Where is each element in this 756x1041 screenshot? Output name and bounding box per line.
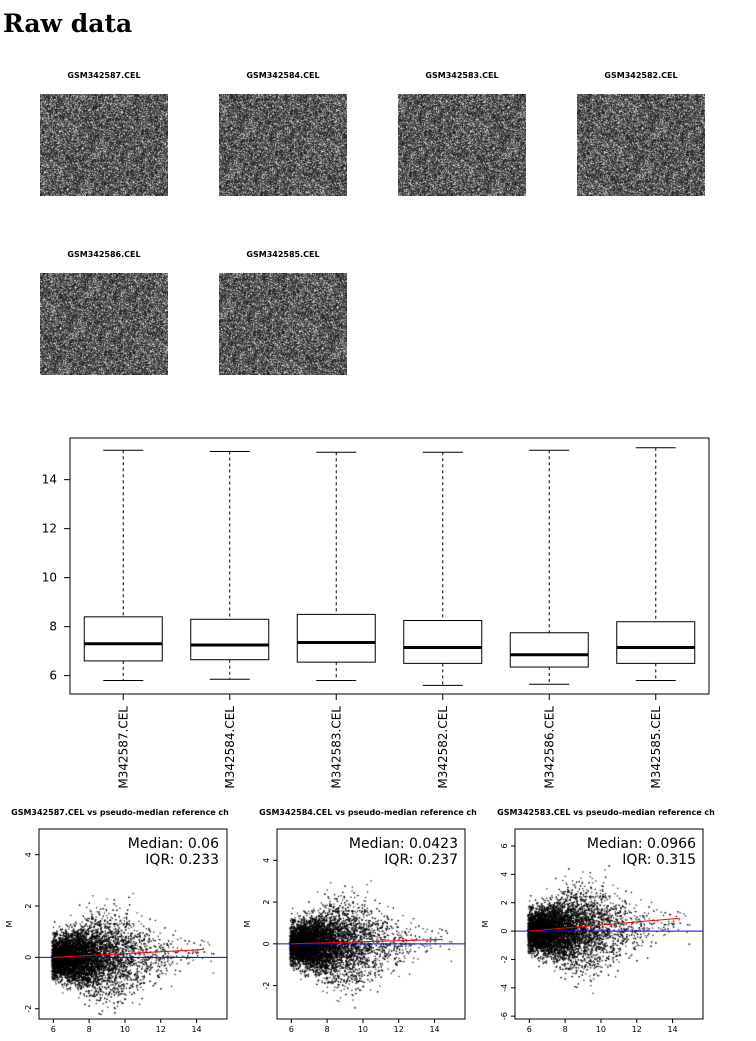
- ma-plot: [476, 801, 716, 1041]
- box: [404, 621, 482, 664]
- y-tick-label: 14: [41, 472, 57, 487]
- array-image: [219, 273, 347, 375]
- y-tick-label: 4: [262, 857, 271, 863]
- array-image-title: GSM342586.CEL: [67, 250, 141, 259]
- median-annotation: Median: 0.06: [127, 836, 219, 852]
- x-tick-label: M342582.CEL: [435, 706, 450, 789]
- box: [84, 617, 162, 661]
- x-tick-label: 10: [595, 1025, 607, 1034]
- y-tick-label: -2: [24, 1004, 33, 1013]
- array-image: [577, 94, 705, 196]
- y-tick-label: 4: [500, 871, 509, 877]
- y-tick-label: 2: [24, 903, 33, 909]
- array-image-title: GSM342585.CEL: [246, 250, 320, 259]
- y-tick-label: -2: [500, 955, 509, 964]
- x-tick-label: 10: [119, 1025, 131, 1034]
- array-image-title: GSM342582.CEL: [604, 71, 678, 80]
- y-axis-label: M: [243, 920, 252, 928]
- y-tick-label: -2: [262, 981, 271, 990]
- x-tick-label: 6: [50, 1025, 56, 1034]
- y-tick-label: 4: [24, 852, 33, 858]
- page-title: Raw data: [3, 9, 133, 38]
- box: [191, 619, 269, 659]
- y-tick-label: 8: [49, 619, 57, 634]
- x-tick-label: M342583.CEL: [329, 706, 344, 789]
- x-tick-label: 14: [667, 1025, 678, 1034]
- x-tick-label: M342587.CEL: [116, 706, 131, 789]
- ma-plot-title: GSM342587.CEL vs pseudo-median reference ch: [11, 808, 229, 817]
- y-tick-label: 2: [262, 899, 271, 905]
- y-tick-label: 10: [41, 570, 57, 585]
- array-image: [219, 94, 347, 196]
- array-image: [398, 94, 526, 196]
- plot-frame: [70, 438, 709, 694]
- iqr-annotation: IQR: 0.233: [145, 852, 219, 868]
- boxplot-chart: [0, 400, 756, 790]
- box: [510, 633, 588, 667]
- array-image: [40, 94, 168, 196]
- ma-plot: [0, 801, 240, 1041]
- median-annotation: Median: 0.0966: [586, 836, 696, 852]
- y-tick-label: -6: [500, 1012, 509, 1021]
- x-tick-label: 12: [393, 1025, 404, 1034]
- y-tick-label: 0: [24, 954, 33, 960]
- median-annotation: Median: 0.0423: [348, 836, 458, 852]
- y-tick-label: -4: [500, 983, 509, 992]
- x-tick-label: 12: [155, 1025, 166, 1034]
- iqr-annotation: IQR: 0.315: [622, 852, 696, 868]
- ma-plot-title: GSM342583.CEL vs pseudo-median reference ch: [497, 808, 715, 817]
- x-tick-label: 12: [631, 1025, 642, 1034]
- x-tick-label: 6: [526, 1025, 532, 1034]
- x-tick-label: 8: [324, 1025, 330, 1034]
- x-tick-label: 6: [288, 1025, 294, 1034]
- y-tick-label: 0: [500, 928, 509, 934]
- x-tick-label: M342585.CEL: [648, 706, 663, 789]
- box: [297, 614, 375, 662]
- box: [617, 622, 695, 664]
- array-image-title: GSM342584.CEL: [246, 71, 320, 80]
- x-tick-label: 8: [86, 1025, 92, 1034]
- x-tick-label: 10: [357, 1025, 369, 1034]
- ma-plot: [238, 801, 478, 1041]
- x-tick-label: M342584.CEL: [222, 706, 237, 789]
- y-tick-label: 2: [500, 900, 509, 906]
- ma-plot-title: GSM342584.CEL vs pseudo-median reference ch: [259, 808, 477, 817]
- y-tick-label: 12: [41, 521, 57, 536]
- y-tick-label: 6: [500, 843, 509, 849]
- array-image-title: GSM342587.CEL: [67, 71, 141, 80]
- array-image-title: GSM342583.CEL: [425, 71, 499, 80]
- y-axis-label: M: [5, 920, 14, 928]
- x-tick-label: M342586.CEL: [542, 706, 557, 789]
- y-axis-label: M: [481, 920, 490, 928]
- x-tick-label: 14: [429, 1025, 440, 1034]
- x-tick-label: 14: [191, 1025, 202, 1034]
- x-tick-label: 8: [562, 1025, 568, 1034]
- iqr-annotation: IQR: 0.237: [384, 852, 458, 868]
- array-image: [40, 273, 168, 375]
- y-tick-label: 0: [262, 941, 271, 947]
- y-tick-label: 6: [49, 668, 57, 683]
